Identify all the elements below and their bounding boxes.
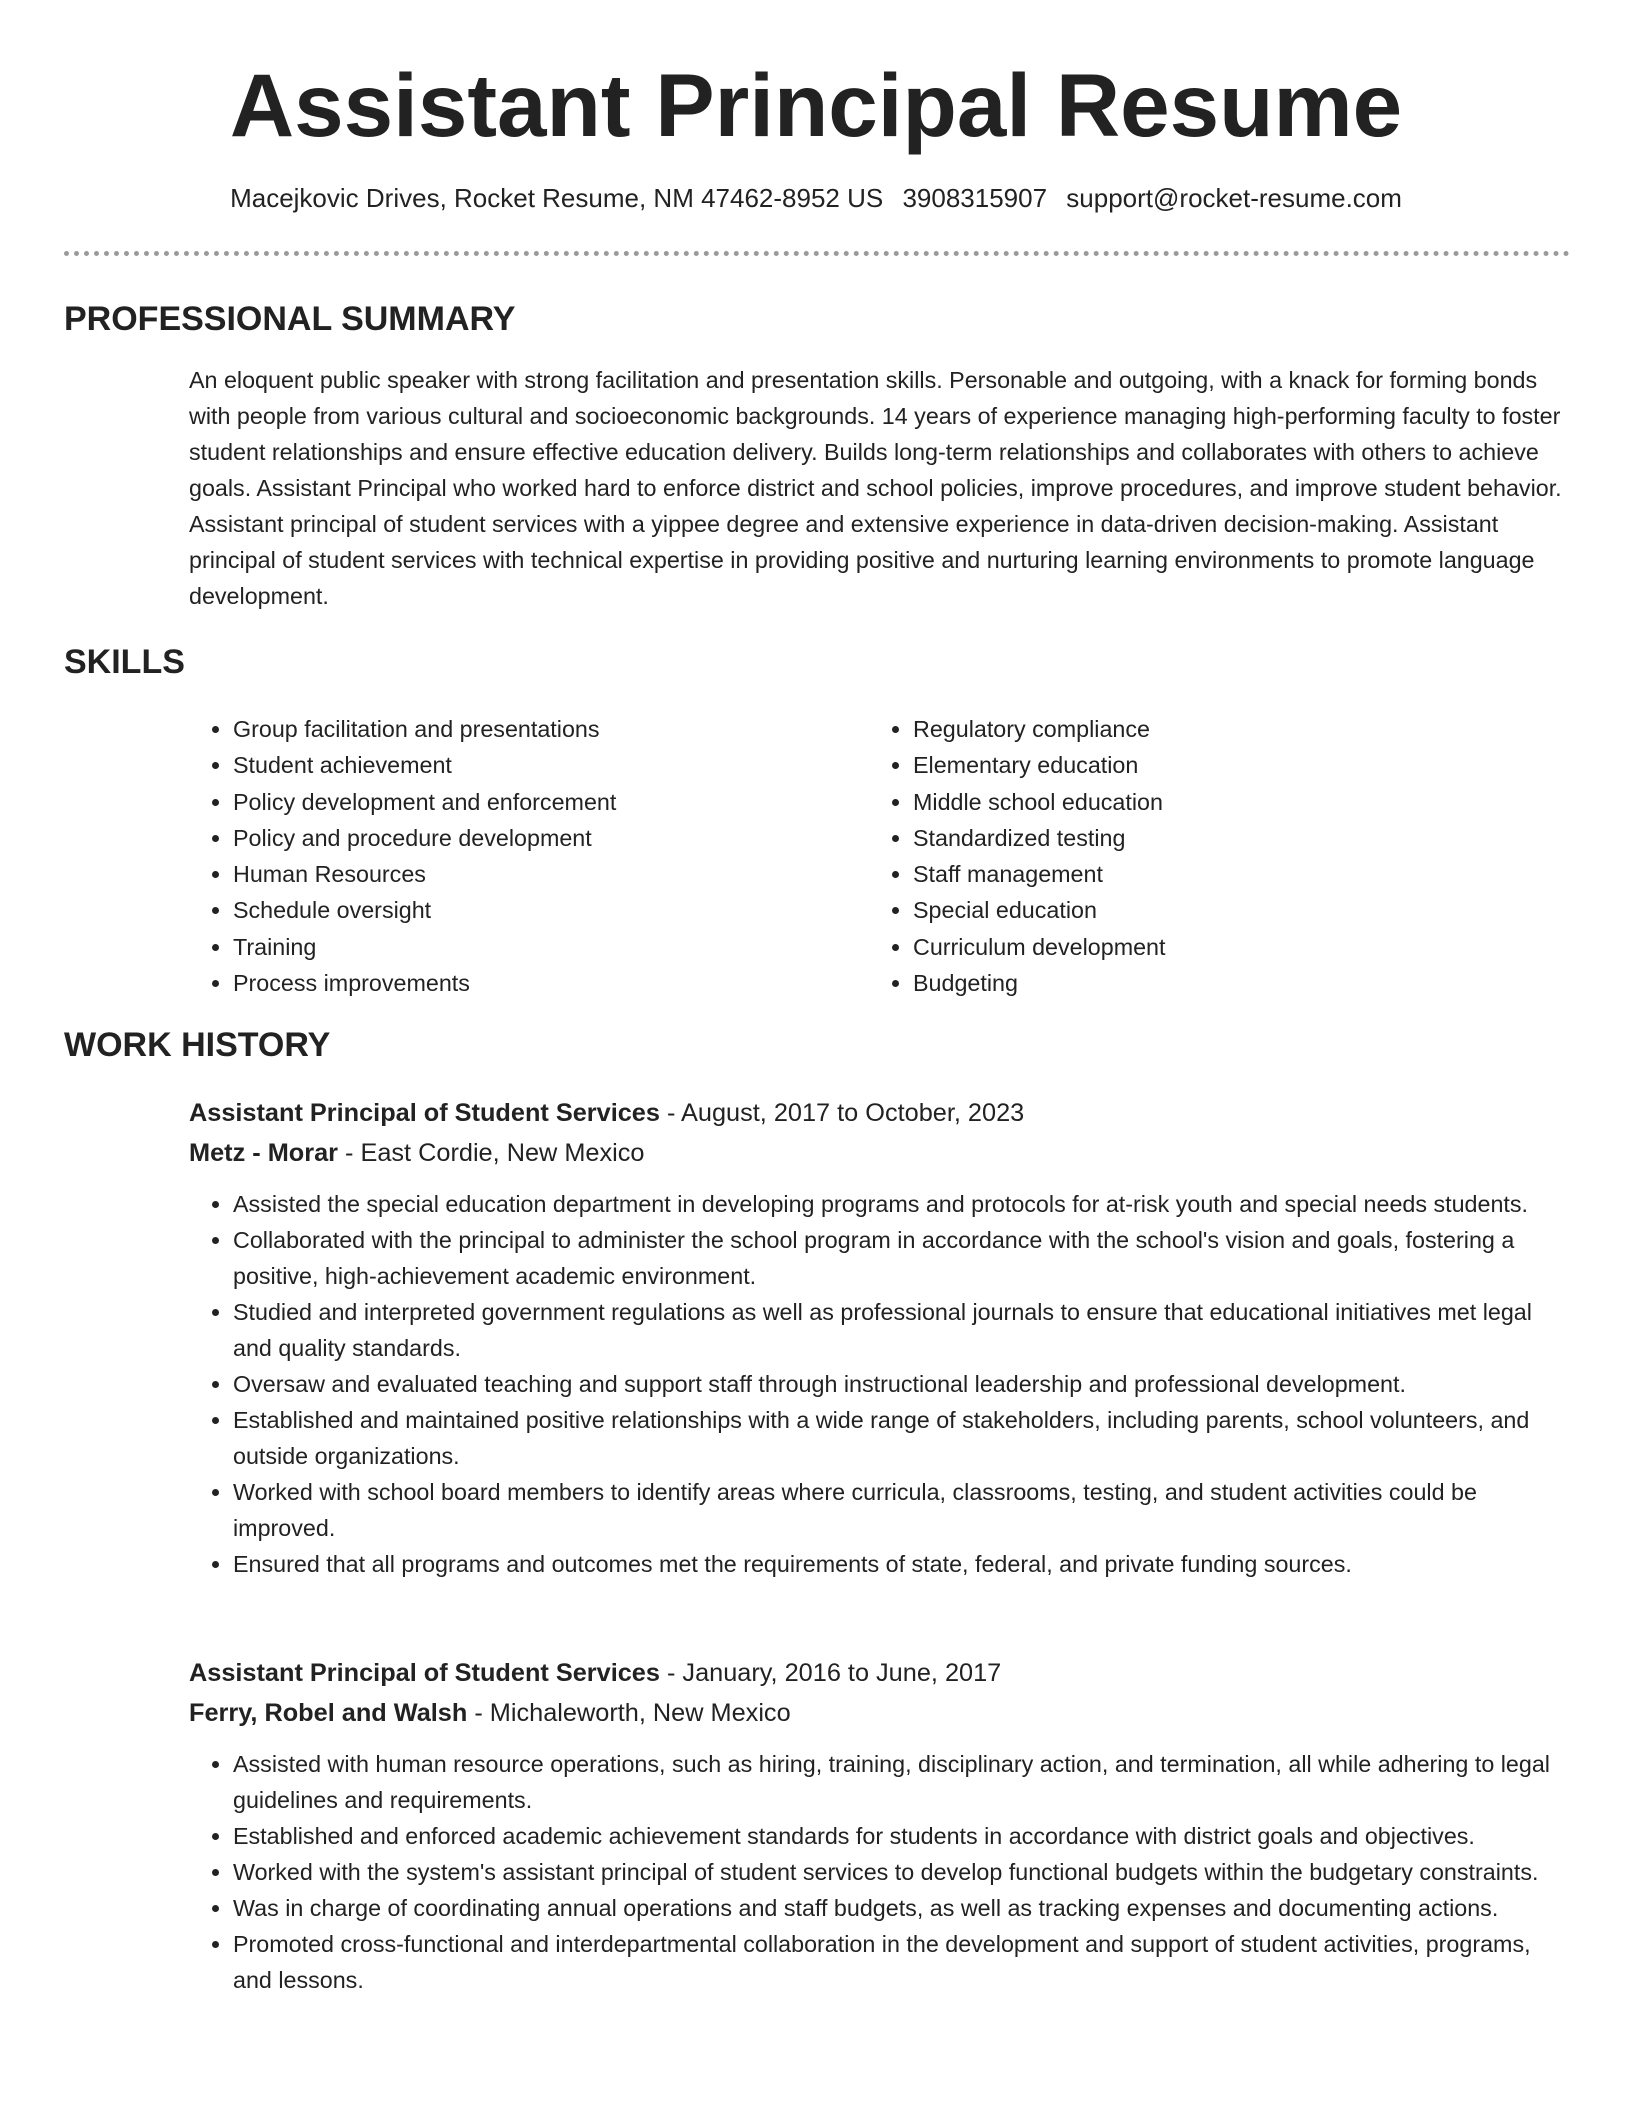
contact-phone: 3908315907: [902, 183, 1048, 213]
job-dates: - January, 2016 to June, 2017: [659, 1659, 1002, 1687]
job-company-line: [189, 1693, 1571, 1733]
resume-title: Assistant Principal Resume: [229, 55, 1403, 155]
job-duty: • Studied and interpreted government regulations as well as professional journals to ensure that educational initiatives met legal and quality standards.: [233, 1294, 1571, 1366]
header-divider: [64, 251, 1570, 256]
skills-column-left: [189, 711, 833, 1001]
summary-heading: PROFESSIONAL SUMMARY: [64, 300, 516, 338]
skill-item: • Regulatory compliance: [913, 711, 1513, 747]
skill-item: • Student achievement: [233, 747, 833, 783]
job-entry: [189, 1653, 1571, 1998]
job-duty: • Promoted cross-functional and interdepartmental collaboration in the development and support of student activities, programs, and lessons.: [233, 1926, 1571, 1998]
job-duties: [189, 1186, 1571, 1582]
skill-item: • Budgeting: [913, 965, 1513, 1001]
skill-item: • Curriculum development: [913, 929, 1513, 965]
job-duty: • Established and maintained positive relationships with a wide range of stakeholders, including parents, school volunteers, and outside organizations.: [233, 1402, 1571, 1474]
job-duty: • Assisted with human resource operations, such as hiring, training, disciplinary action, and termination, all while adhering to legal guidelines and requirements.: [233, 1746, 1571, 1818]
skill-item: • Process improvements: [233, 965, 833, 1001]
job-duty: • Worked with the system's assistant principal of student services to develop functional budgets within the budgetary constraints.: [233, 1854, 1571, 1890]
contact-address: Macejkovic Drives, Rocket Resume, NM 47462-8952 US: [230, 183, 884, 213]
skill-item: • Standardized testing: [913, 820, 1513, 856]
job-duty: • Worked with school board members to identify areas where curricula, classrooms, testing, and student activities could be improved.: [233, 1474, 1571, 1546]
skill-item: • Policy and procedure development: [233, 820, 833, 856]
job-duty: • Was in charge of coordinating annual operations and staff budgets, as well as tracking expenses and documenting actions.: [233, 1890, 1571, 1926]
summary-text: An eloquent public speaker with strong facilitation and presentation skills. Personable and outgoing, with a knack for forming bonds with people from various cultural and socioeconomic backgrounds. 14 years of experience managing high-performing faculty to foster student relationships and ensure effective education delivery. Builds long-term relationships and collaborates with others to achieve goals. Assistant Principal who worked hard to enforce district and school policies, improve procedures, and improve student behavior. Assistant principal of student services with a yippee degree and extensive experience in data-driven decision-making. Assistant principal of student services with technical expertise in providing positive and nurturing learning environments to promote language development.: [189, 367, 1562, 609]
skill-item: • Elementary education: [913, 747, 1513, 783]
job-duty: • Established and enforced academic achievement standards for students in accordance with district goals and objectives.: [233, 1818, 1571, 1854]
job-title: Assistant Principal of Student Services: [189, 1099, 660, 1127]
skill-item: • Human Resources: [233, 856, 833, 892]
job-duty: • Collaborated with the principal to administer the school program in accordance with the school's vision and goals, fostering a positive, high-achievement academic environment.: [233, 1222, 1571, 1294]
job-title-line: [189, 1653, 1571, 1693]
job-duty: • Oversaw and evaluated teaching and support staff through instructional leadership and professional development.: [233, 1366, 1571, 1402]
contact-email: support@rocket-resume.com: [1066, 183, 1402, 213]
job-company-line: [189, 1133, 1571, 1173]
job-duties: [189, 1746, 1571, 1998]
skills-column-right: [869, 711, 1513, 1001]
skill-item: • Middle school education: [913, 784, 1513, 820]
skills-heading: SKILLS: [64, 643, 185, 681]
job-dates: - August, 2017 to October, 2023: [659, 1099, 1025, 1127]
job-entry: [189, 1093, 1571, 1582]
skill-item: • Schedule oversight: [233, 892, 833, 928]
skill-item: • Policy development and enforcement: [233, 784, 833, 820]
work-history-heading: WORK HISTORY: [64, 1026, 331, 1064]
job-title-line: [189, 1093, 1571, 1133]
job-duty: • Ensured that all programs and outcomes met the requirements of state, federal, and private funding sources.: [233, 1546, 1571, 1582]
skill-item: • Staff management: [913, 856, 1513, 892]
job-title: Assistant Principal of Student Services: [189, 1659, 660, 1687]
skill-item: • Group facilitation and presentations: [233, 711, 833, 747]
job-company: Metz - Morar: [189, 1139, 338, 1167]
job-duty: • Assisted the special education department in developing programs and protocols for at-risk youth and special needs students.: [233, 1186, 1571, 1222]
job-company: Ferry, Robel and Walsh: [189, 1699, 468, 1727]
job-location: - Michaleworth, New Mexico: [467, 1699, 791, 1727]
skill-item: • Training: [233, 929, 833, 965]
skill-item: • Special education: [913, 892, 1513, 928]
contact-line: [0, 180, 1632, 216]
job-location: - East Cordie, New Mexico: [337, 1139, 645, 1167]
